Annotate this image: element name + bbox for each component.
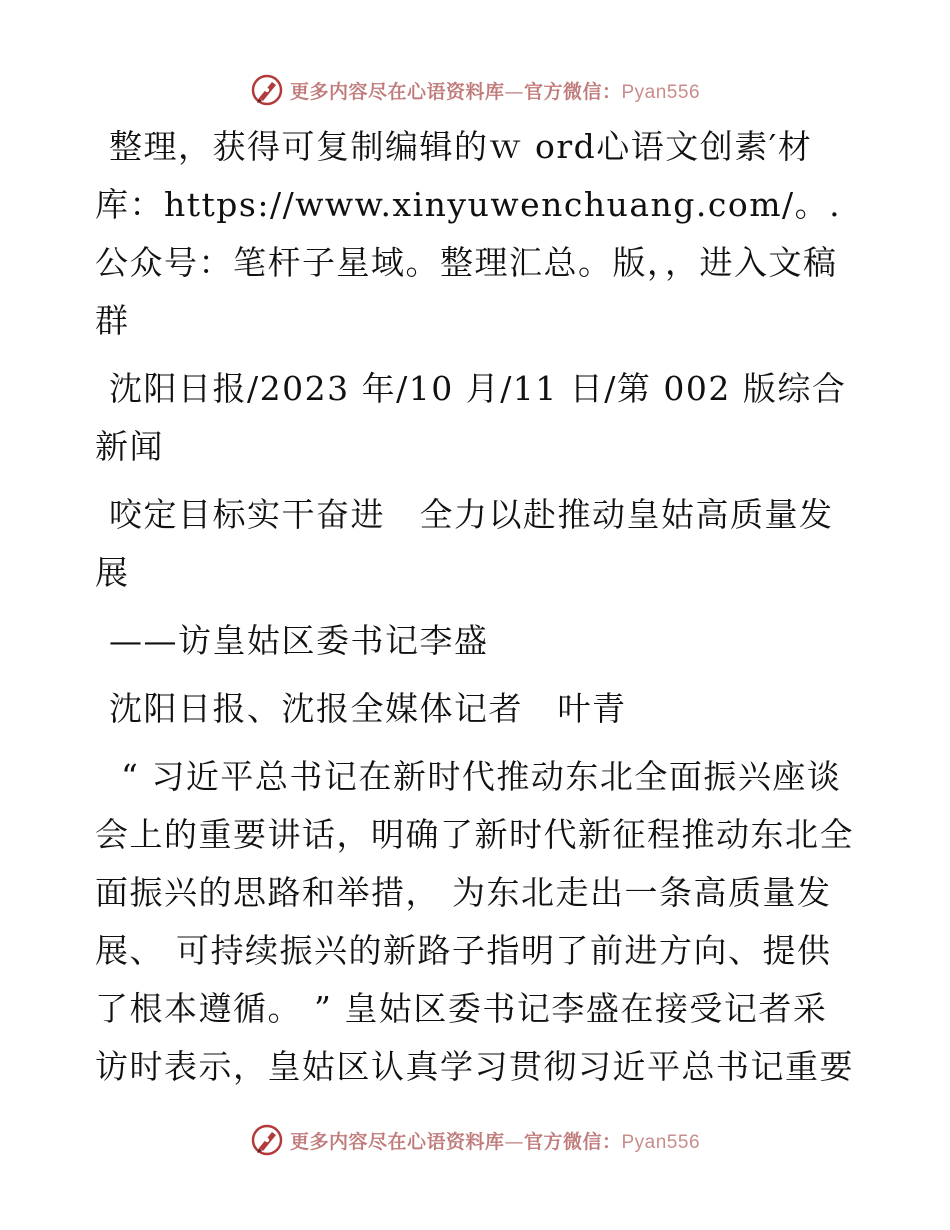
footer-banner-wechat-label: 官方微信： — [523, 1130, 622, 1153]
footer-banner-inner — [250, 1123, 700, 1157]
footer-banner-text — [290, 1127, 700, 1154]
pen-logo-icon — [250, 73, 284, 107]
header-banner-wechat-id: Pyan556 — [621, 81, 701, 103]
footer-banner-title: 更多内容尽在心语资料库 — [289, 1130, 505, 1153]
article-subtitle: ——访皇姑区委书记李盛 — [109, 621, 489, 660]
footer-banner-dash: — — [504, 1130, 524, 1153]
document-content — [95, 118, 855, 1096]
header-banner-dash: — — [504, 80, 524, 103]
source-line: 沈阳日报/2023 年/10 月/11 日/第 002 版综合新闻 — [95, 369, 847, 466]
article-body: “ 习近平总书记在新时代推动东北全面振兴座谈会上的重要讲话，明确了新时代新征程推动东北全面振兴的思路和举措， 为东北走出一条高质量发展、 可持续振兴的新路子指明了前进方向、提供了根本遵循。 ” 皇姑区委书记李盛在接受记者采访时表示，皇姑区认真学习贯彻习近平总书记重要 — [95, 757, 854, 1086]
header-banner-wechat-label: 官方微信： — [523, 80, 622, 103]
intro-paragraph: 整理，获得可复制编辑的ｗ ord心语文创素′材库：https://www.xinyuwenchuang.com/。.公众号：笔杆子星域。整理汇总。版，，进入文稿群 — [95, 127, 842, 340]
header-banner-text — [290, 77, 700, 104]
pen-logo-icon — [250, 1123, 284, 1157]
header-banner-title: 更多内容尽在心语资料库 — [289, 80, 505, 103]
header-banner-inner — [250, 73, 700, 107]
header-banner — [0, 70, 950, 110]
footer-banner-wechat-id: Pyan556 — [621, 1131, 701, 1153]
article-byline: 沈阳日报、沈报全媒体记者 叶青 — [109, 689, 627, 728]
footer-banner — [0, 1120, 950, 1160]
article-title: 咬定目标实干奋进 全力以赴推动皇姑高质量发展 — [95, 495, 834, 592]
